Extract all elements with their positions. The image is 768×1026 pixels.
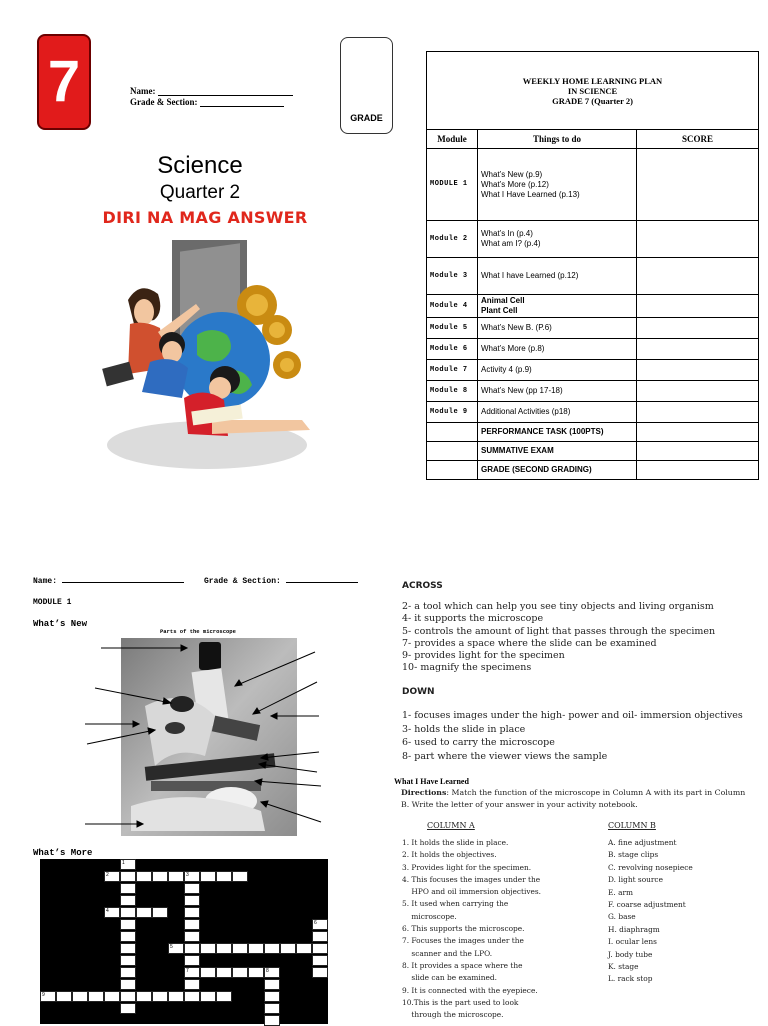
column-b-item: F. coarse adjustment — [608, 900, 686, 910]
grade-section-line — [200, 106, 284, 107]
column-b-item: H. diaphragm — [608, 924, 660, 934]
directions-label: Directions — [401, 788, 447, 797]
plan-things-cell: What’s New (p.9) What’s More (p.12) What I Have Learned (p.13) — [478, 149, 637, 221]
plan-module-cell: Module 4 — [427, 295, 478, 318]
grade-number-badge: 7 — [37, 34, 91, 130]
crossword-cell[interactable] — [216, 967, 232, 978]
plan-row — [427, 295, 759, 318]
crossword-cell[interactable] — [104, 991, 120, 1002]
across-heading: ACROSS — [402, 581, 443, 591]
crossword-cell[interactable] — [216, 871, 232, 882]
across-clue: 2- a tool which can help you see tiny objects and living organism — [402, 601, 714, 612]
crossword-cell[interactable] — [120, 943, 136, 954]
crossword-cell[interactable] — [120, 991, 136, 1002]
crossword-cell[interactable] — [136, 907, 152, 918]
students-globe-illustration — [92, 240, 322, 472]
plan-row — [427, 360, 759, 381]
across-clue: 7- provides a space where the slide can be examined — [402, 637, 657, 649]
crossword-cell[interactable] — [200, 943, 216, 954]
plan-module-cell: Module 9 — [427, 402, 478, 423]
crossword-cell[interactable] — [200, 871, 216, 882]
column-a-item: 3. Provides light for the specimen. — [402, 862, 532, 872]
ws-name-line — [62, 582, 184, 583]
crossword-cell[interactable] — [184, 919, 200, 930]
crossword-cell[interactable] — [248, 967, 264, 978]
crossword-cell[interactable] — [184, 931, 200, 942]
crossword-cell[interactable] — [264, 979, 280, 990]
ws-name-field — [33, 577, 184, 586]
column-a-item: scanner and the LPO. — [402, 948, 493, 958]
crossword-cell[interactable] — [120, 871, 136, 882]
crossword-cell[interactable] — [200, 991, 216, 1002]
column-a-list — [402, 837, 602, 1021]
crossword-cell[interactable] — [232, 967, 248, 978]
crossword-cell[interactable] — [280, 943, 296, 954]
plan-things-cell: What’s New B. (P.6) — [478, 318, 637, 339]
crossword-cell[interactable] — [312, 967, 328, 978]
column-a-item: 5. It used when carrying the — [402, 899, 509, 909]
column-a-item: through the microscope. — [402, 1010, 504, 1020]
grade-section-field — [130, 97, 284, 107]
plan-things-cell: Animal Cell Plant Cell — [478, 295, 637, 318]
plan-score-cell[interactable] — [637, 402, 759, 423]
crossword-cell[interactable] — [232, 943, 248, 954]
figure-caption: Parts of the microscope — [160, 628, 236, 635]
crossword-number: 1 — [122, 860, 125, 866]
name-line — [158, 95, 293, 96]
across-clue: 10- magnify the specimens — [402, 662, 532, 674]
plan-row — [427, 318, 759, 339]
plan-things-cell: What’s New (pp 17-18) — [478, 381, 637, 402]
crossword-cell[interactable] — [248, 943, 264, 954]
column-a-item: 8. It provides a space where the — [402, 960, 523, 970]
quarter-title: Quarter 2 — [159, 182, 241, 203]
down-clue: 1- focuses images under the high- power and oil- immersion objectives — [402, 710, 743, 721]
grade-box-label: GRADE — [350, 113, 383, 123]
name-field — [130, 86, 293, 96]
column-a-item: 10.This is the part used to look — [402, 997, 519, 1007]
column-a-heading: COLUMN A — [427, 821, 475, 830]
crossword-cell[interactable] — [264, 991, 280, 1002]
crossword-cell[interactable] — [184, 883, 200, 894]
microscope-figure — [85, 636, 325, 840]
plan-score-cell[interactable] — [637, 221, 759, 258]
column-b-item: K. stage — [608, 962, 639, 972]
crossword-cell[interactable] — [120, 967, 136, 978]
crossword-cell[interactable] — [296, 943, 312, 954]
col-module-header: Module — [427, 130, 478, 149]
grade-section-label: Grade & Section: — [130, 97, 198, 107]
plan-score-cell[interactable] — [637, 295, 759, 318]
plan-module-cell: Module 3 — [427, 258, 478, 295]
plan-row — [427, 221, 759, 258]
plan-module-cell: Module 2 — [427, 221, 478, 258]
across-clue: 9- provides light for the specimen — [402, 650, 565, 662]
crossword-number: 4 — [106, 908, 109, 914]
crossword-cell[interactable] — [184, 895, 200, 906]
column-b-item: G. base — [608, 912, 636, 922]
name-label: Name: — [130, 86, 156, 96]
whats-new-heading: What’s New — [33, 619, 88, 629]
plan-score-cell[interactable] — [637, 461, 759, 480]
crossword-cell[interactable] — [216, 991, 232, 1002]
col-score-header: SCORE — [637, 130, 759, 149]
plan-score-cell[interactable] — [637, 423, 759, 442]
crossword-cell[interactable] — [120, 979, 136, 990]
crossword-cell[interactable] — [120, 919, 136, 930]
crossword-cell[interactable] — [312, 943, 328, 954]
plan-row — [427, 149, 759, 221]
plan-things-cell: GRADE (SECOND GRADING) — [478, 461, 637, 480]
crossword-cell[interactable] — [184, 943, 200, 954]
column-b-item: D. light source — [608, 875, 663, 885]
cover-subtitle: DIRI NA MAG ANSWER — [102, 208, 308, 227]
crossword-number: 6 — [314, 920, 317, 926]
crossword-number: 3 — [186, 872, 189, 878]
down-clues — [402, 709, 762, 763]
plan-row — [427, 381, 759, 402]
plan-things-cell: Activity 4 (p.9) — [478, 360, 637, 381]
plan-module-cell: Module 7 — [427, 360, 478, 381]
plan-things-cell: What’s In (p.4) What am I? (p.4) — [478, 221, 637, 258]
crossword-cell[interactable] — [56, 991, 72, 1002]
plan-module-cell: Module 8 — [427, 381, 478, 402]
column-b-item: I. ocular lens — [608, 937, 657, 947]
across-clue: 5- controls the amount of light that passes through the specimen — [402, 625, 716, 637]
plan-module-cell — [427, 423, 478, 442]
column-a-item: 9. It is connected with the eyepiece. — [402, 985, 538, 995]
crossword-cell[interactable] — [312, 931, 328, 942]
crossword-cell[interactable] — [184, 979, 200, 990]
plan-title-line1: WEEKLY HOME LEARNING PLAN — [522, 75, 663, 86]
column-a-item: 7. Focuses the images under the — [402, 936, 524, 946]
down-clue: 6- used to carry the microscope — [402, 737, 555, 748]
crossword-cell[interactable] — [184, 955, 200, 966]
plan-row — [427, 402, 759, 423]
crossword-cell[interactable] — [168, 871, 184, 882]
plan-score-cell[interactable] — [637, 339, 759, 360]
plan-module-cell: Module 5 — [427, 318, 478, 339]
directions — [401, 787, 746, 812]
plan-things-cell: What’s More (p.8) — [478, 339, 637, 360]
column-a-item: 2. It holds the objectives. — [402, 850, 497, 860]
crossword-cell[interactable] — [312, 955, 328, 966]
down-heading: DOWN — [402, 687, 435, 697]
crossword-cell[interactable] — [232, 871, 248, 882]
plan-row — [427, 461, 759, 480]
crossword-cell[interactable] — [136, 871, 152, 882]
column-b-item: J. body tube — [608, 949, 653, 959]
ws-grade-section-field — [204, 577, 358, 586]
crossword-cell[interactable] — [264, 1015, 280, 1026]
crossword-grid — [40, 859, 328, 1024]
plan-score-cell[interactable] — [637, 360, 759, 381]
column-a-item: 4. This focuses the images under the — [402, 874, 541, 884]
column-a-item: slide can be examined. — [402, 973, 498, 983]
column-b-item: L. rack stop — [608, 974, 653, 984]
crossword-cell[interactable] — [184, 907, 200, 918]
crossword-cell[interactable] — [88, 991, 104, 1002]
column-b-item: E. arm — [608, 887, 634, 897]
crossword-number: 9 — [42, 992, 45, 998]
plan-module-cell — [427, 442, 478, 461]
column-a-item: microscope. — [402, 911, 457, 921]
whats-more-heading: What’s More — [33, 848, 93, 858]
across-clue: 4- it supports the microscope — [402, 613, 544, 625]
crossword-cell[interactable] — [264, 943, 280, 954]
plan-row — [427, 442, 759, 461]
crossword-cell[interactable] — [168, 991, 184, 1002]
plan-things-cell: What I have Learned (p.12) — [478, 258, 637, 295]
plan-things-cell: Additional Activities (p18) — [478, 402, 637, 423]
crossword-cell[interactable] — [184, 991, 200, 1002]
crossword-cell[interactable] — [264, 1003, 280, 1014]
column-b-item: A. fine adjustment — [608, 838, 677, 847]
column-a-item: 1. It holds the slide in place. — [402, 838, 509, 847]
crossword-cell[interactable] — [152, 907, 168, 918]
ws-grade-section-label: Grade & Section: — [204, 577, 281, 586]
column-a-item: 6. This supports the microscope. — [402, 924, 525, 934]
column-a-item: HPO and oil immersion objectives. — [402, 887, 542, 897]
plan-module-cell — [427, 461, 478, 480]
learning-plan-table — [426, 51, 759, 480]
plan-things-cell: SUMMATIVE EXAM — [478, 442, 637, 461]
crossword-cell[interactable] — [120, 883, 136, 894]
plan-title-line2: IN SCIENCE — [567, 85, 618, 96]
column-b-list — [608, 837, 758, 986]
crossword-cell[interactable] — [216, 943, 232, 954]
column-b-heading: COLUMN B — [608, 821, 656, 830]
crossword-number: 8 — [266, 968, 269, 974]
crossword-cell[interactable] — [136, 991, 152, 1002]
plan-row — [427, 339, 759, 360]
plan-module-cell: Module 6 — [427, 339, 478, 360]
crossword-cell[interactable] — [120, 907, 136, 918]
plan-score-cell[interactable] — [637, 381, 759, 402]
plan-title — [427, 52, 759, 130]
crossword-cell[interactable] — [200, 967, 216, 978]
module-label: MODULE 1 — [33, 598, 72, 607]
crossword-number: 7 — [186, 968, 189, 974]
plan-row — [427, 258, 759, 295]
column-b-item: C. revolving nosepiece — [608, 862, 693, 872]
crossword-number: 2 — [106, 872, 109, 878]
crossword-cell[interactable] — [152, 871, 168, 882]
plan-row — [427, 423, 759, 442]
learned-heading: What I Have Learned — [394, 777, 469, 786]
plan-score-cell[interactable] — [637, 258, 759, 295]
plan-things-cell: PERFORMANCE TASK (100PTS) — [478, 423, 637, 442]
column-b-item: B. stage clips — [608, 850, 659, 860]
directions-text: : Match the function of the microscope in Column A with its part in Column B. Write the letter of your answer in your activity notebook. — [401, 788, 746, 810]
crossword-cell[interactable] — [120, 895, 136, 906]
crossword-cell[interactable] — [120, 1003, 136, 1014]
plan-score-cell[interactable] — [637, 318, 759, 339]
plan-module-cell: MODULE 1 — [427, 149, 478, 221]
down-clue: 8- part where the viewer views the sample — [402, 750, 608, 762]
subject-title: Science — [157, 152, 243, 179]
grade-box — [340, 37, 393, 134]
down-clue: 3- holds the slide in place — [402, 723, 526, 735]
crossword-cell[interactable] — [152, 991, 168, 1002]
plan-title-line3: GRADE 7 (Quarter 2) — [552, 95, 633, 106]
ws-grade-section-line — [286, 582, 358, 583]
across-clues — [402, 601, 762, 675]
crossword-cell[interactable] — [120, 955, 136, 966]
crossword-number: 5 — [170, 944, 173, 950]
crossword-cell[interactable] — [72, 991, 88, 1002]
crossword-cell[interactable] — [120, 931, 136, 942]
plan-score-cell[interactable] — [637, 442, 759, 461]
plan-score-cell[interactable] — [637, 149, 759, 221]
ws-name-label: Name: — [33, 577, 58, 586]
col-things-header: Things to do — [478, 130, 637, 149]
